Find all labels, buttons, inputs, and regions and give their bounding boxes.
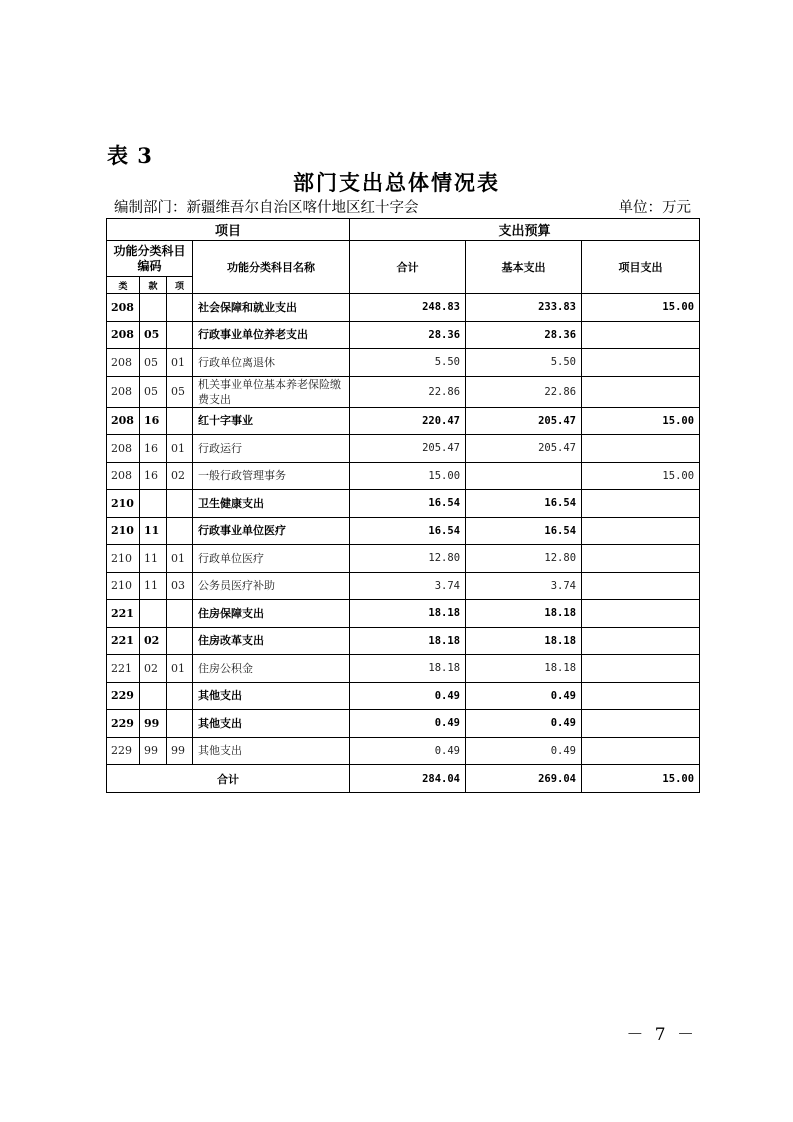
item-name: 行政事业单位医疗 [193,517,350,545]
amount-basic: 18.18 [466,600,582,628]
code-lei: 208 [107,349,140,377]
code-xiang [167,710,193,738]
total-basic: 269.04 [466,765,582,793]
amount-basic: 3.74 [466,572,582,600]
code-kuan: 99 [140,737,167,765]
header-total: 合计 [350,241,466,294]
amount-basic: 12.80 [466,545,582,573]
item-name: 行政单位离退休 [193,349,350,377]
header-row-2 [107,241,700,277]
page-title: 部门支出总体情况表 [293,170,500,195]
code-xiang [167,321,193,349]
amount-basic: 16.54 [466,490,582,518]
amount-project: 15.00 [582,294,700,322]
expenditure-table [106,218,700,793]
code-xiang [167,627,193,655]
total-project: 15.00 [582,765,700,793]
amount-total: 248.83 [350,294,466,322]
amount-project [582,682,700,710]
compiling-unit-prefix: 编制部门： [114,200,187,216]
code-lei: 221 [107,600,140,628]
amount-project [582,321,700,349]
code-lei: 208 [107,376,140,407]
amount-basic [466,462,582,490]
code-kuan: 02 [140,655,167,683]
item-name: 行政运行 [193,435,350,463]
item-name: 行政单位医疗 [193,545,350,573]
code-lei: 208 [107,462,140,490]
table-row [107,462,700,490]
amount-total: 205.47 [350,435,466,463]
table-row [107,321,700,349]
item-name: 一般行政管理事务 [193,462,350,490]
table-row [107,600,700,628]
item-name: 行政事业单位养老支出 [193,321,350,349]
code-xiang [167,407,193,435]
code-kuan: 16 [140,407,167,435]
item-name: 机关事业单位基本养老保险缴费支出 [193,376,350,407]
amount-total: 0.49 [350,737,466,765]
amount-basic: 205.47 [466,435,582,463]
amount-project: 15.00 [582,462,700,490]
compiling-unit-name: 新疆维吾尔自治区喀什地区红十字会 [186,200,419,216]
item-name: 公务员医疗补助 [193,572,350,600]
header-name: 功能分类科目名称 [193,241,350,294]
code-kuan [140,490,167,518]
table-row [107,349,700,377]
compiling-unit [114,196,419,217]
table-row [107,737,700,765]
table-row [107,710,700,738]
header-budget: 支出预算 [350,219,700,241]
code-kuan: 05 [140,376,167,407]
code-xiang: 01 [167,655,193,683]
code-xiang [167,294,193,322]
header-row-1 [107,219,700,241]
code-xiang: 01 [167,545,193,573]
code-kuan: 16 [140,435,167,463]
code-lei: 210 [107,490,140,518]
code-kuan [140,600,167,628]
table-row [107,435,700,463]
amount-project [582,545,700,573]
table-row [107,407,700,435]
code-lei: 229 [107,710,140,738]
amount-project: 15.00 [582,407,700,435]
code-lei: 221 [107,627,140,655]
header-lei: 类 [107,277,140,294]
code-lei: 208 [107,435,140,463]
code-kuan: 05 [140,321,167,349]
code-xiang [167,600,193,628]
page-number: － 7 － [626,1025,697,1045]
total-amount: 284.04 [350,765,466,793]
item-name: 住房公积金 [193,655,350,683]
code-kuan: 99 [140,710,167,738]
amount-total: 18.18 [350,655,466,683]
code-lei: 221 [107,655,140,683]
currency-unit: 单位：万元 [618,200,691,216]
table-row [107,517,700,545]
header-project: 项目支出 [582,241,700,294]
code-lei: 208 [107,294,140,322]
code-kuan: 16 [140,462,167,490]
amount-project [582,627,700,655]
code-xiang: 99 [167,737,193,765]
amount-total: 28.36 [350,321,466,349]
amount-total: 220.47 [350,407,466,435]
amount-total: 12.80 [350,545,466,573]
code-kuan: 02 [140,627,167,655]
code-kuan: 11 [140,517,167,545]
amount-project [582,600,700,628]
amount-basic: 5.50 [466,349,582,377]
amount-project [582,710,700,738]
code-xiang [167,517,193,545]
table-row [107,655,700,683]
table-row [107,627,700,655]
amount-total: 22.86 [350,376,466,407]
amount-project [582,737,700,765]
table-row [107,572,700,600]
code-lei: 229 [107,682,140,710]
code-kuan: 11 [140,545,167,573]
table-row [107,376,700,407]
total-row [107,765,700,793]
code-lei: 210 [107,572,140,600]
item-name: 其他支出 [193,682,350,710]
header-basic: 基本支出 [466,241,582,294]
amount-project [582,435,700,463]
amount-project [582,490,700,518]
item-name: 红十字事业 [193,407,350,435]
amount-basic: 233.83 [466,294,582,322]
item-name: 其他支出 [193,737,350,765]
code-xiang: 01 [167,349,193,377]
amount-basic: 0.49 [466,682,582,710]
table-row [107,682,700,710]
amount-project [582,572,700,600]
code-xiang: 03 [167,572,193,600]
amount-total: 5.50 [350,349,466,377]
amount-project [582,517,700,545]
code-xiang: 05 [167,376,193,407]
amount-basic: 18.18 [466,627,582,655]
amount-project [582,655,700,683]
item-name: 住房改革支出 [193,627,350,655]
header-xiang: 项 [167,277,193,294]
header-code: 功能分类科目编码 [107,241,193,277]
code-kuan [140,294,167,322]
amount-basic: 18.18 [466,655,582,683]
item-name: 社会保障和就业支出 [193,294,350,322]
amount-basic: 28.36 [466,321,582,349]
amount-total: 15.00 [350,462,466,490]
table-label: 表 3 [107,143,153,168]
code-kuan: 05 [140,349,167,377]
amount-basic: 16.54 [466,517,582,545]
amount-total: 0.49 [350,682,466,710]
amount-basic: 0.49 [466,737,582,765]
table-row [107,490,700,518]
header-kuan: 款 [140,277,167,294]
code-kuan: 11 [140,572,167,600]
total-label: 合计 [107,765,350,793]
code-lei: 229 [107,737,140,765]
code-lei: 208 [107,407,140,435]
amount-total: 16.54 [350,490,466,518]
code-xiang: 01 [167,435,193,463]
table-row [107,294,700,322]
amount-project [582,349,700,377]
amount-total: 18.18 [350,600,466,628]
code-xiang [167,682,193,710]
amount-basic: 22.86 [466,376,582,407]
header-item: 项目 [107,219,350,241]
code-kuan [140,682,167,710]
code-lei: 208 [107,321,140,349]
amount-total: 0.49 [350,710,466,738]
amount-total: 3.74 [350,572,466,600]
item-name: 住房保障支出 [193,600,350,628]
amount-basic: 205.47 [466,407,582,435]
amount-basic: 0.49 [466,710,582,738]
item-name: 卫生健康支出 [193,490,350,518]
amount-total: 16.54 [350,517,466,545]
code-xiang: 02 [167,462,193,490]
code-xiang [167,490,193,518]
code-lei: 210 [107,517,140,545]
item-name: 其他支出 [193,710,350,738]
amount-total: 18.18 [350,627,466,655]
table-row [107,545,700,573]
amount-project [582,376,700,407]
code-lei: 210 [107,545,140,573]
